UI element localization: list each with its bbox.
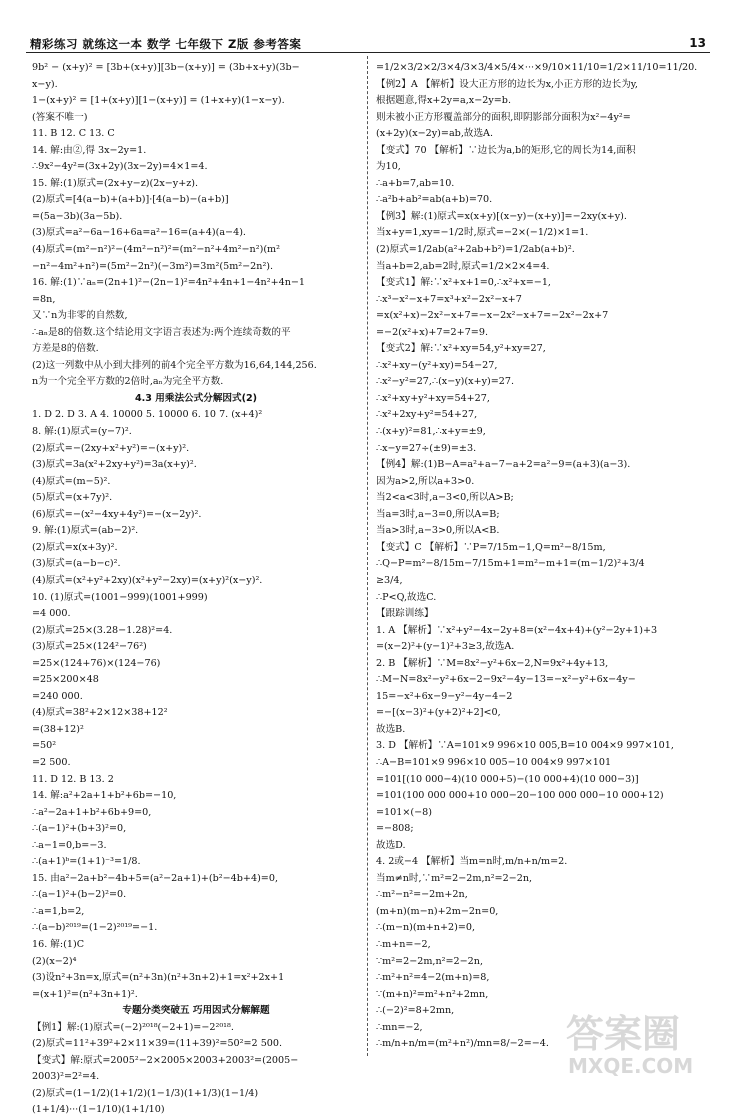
left-text-line: 又∵n为非零的自然数, xyxy=(32,310,128,322)
right-text-line: ∴(x+y)²=81,∴x+y=±9, xyxy=(376,426,486,438)
right-text-line: 当2<a<3时,a−3<0,所以A>B; xyxy=(376,492,514,504)
right-text-line: 则未被小正方形覆盖部分的面积,即阴影部分面积为x²−4y²= xyxy=(376,111,631,123)
left-column xyxy=(32,60,360,1119)
right-text-line: 【变式2】解:∵x²+xy=54,y²+xy=27, xyxy=(376,343,546,355)
right-text-line: 【例3】解:(1)原式=x(x+y)[(x−y)−(x+y)]=−2xy(x+y). xyxy=(376,210,627,222)
left-text-line: =(5a−3b)(3a−5b). xyxy=(32,210,123,222)
left-text-line: =8n, xyxy=(32,293,56,305)
left-text-line: 8. 解:(1)原式=(y−7)². xyxy=(32,426,132,438)
right-text-line: =101[(10 000−4)(10 000+5)−(10 000+4)(10 000−3)] xyxy=(376,773,639,785)
left-text-line: (3)设n²+3n=x,原式=(n²+3n)(n²+3n+2)+1=x²+2x+1 xyxy=(32,972,285,984)
left-text-line: n为一个完全平方数的2倍时,aₙ为完全平方数. xyxy=(32,376,224,388)
right-text-line: ∴x³−x²−x+7=x³+x²−2x²−x+7 xyxy=(376,293,522,305)
left-text-line: ∴aₙ是8的倍数.这个结论用文字语言表述为:两个连续奇数的平 xyxy=(32,326,291,338)
right-text-line: 当a>3时,a−3>0,所以A<B. xyxy=(376,525,500,537)
left-text-line: 11. D 12. B 13. 2 xyxy=(32,773,114,785)
right-text-line: =x(x²+x)−2x²−x+7=−x−2x²−x+7=−2x²−2x+7 xyxy=(376,310,609,322)
left-text-line: (2)原式=−(2xy+x²+y²)=−(x+y)². xyxy=(32,442,190,454)
page-header xyxy=(0,0,750,52)
left-text-line: (2)原式=(1−1/2)(1+1/2)(1−1/3)(1+1/3)(1−1/4) xyxy=(32,1087,259,1099)
right-text-line: ∴A−B=101×9 996×10 005−10 004×9 997×101 xyxy=(376,756,612,768)
left-text-line: 方差是8的倍数. xyxy=(32,343,99,355)
left-text-line: (2)(x−2)⁴ xyxy=(32,955,77,967)
left-text-line: ∴(a−b)²⁰¹⁹=(1−2)²⁰¹⁹=−1. xyxy=(32,922,158,934)
right-text-line: ∴M−N=8x²−y²+6x−2−9x²−4y−13=−x²−y²+6x−4y− xyxy=(376,674,636,686)
left-text-line: x−y). xyxy=(32,78,58,90)
right-text-line: 故选B. xyxy=(376,723,406,735)
left-text-line: (3)原式=3a(x²+2xy+y²)=3a(x+y)². xyxy=(32,459,197,471)
right-text-line: 3. D 【解析】∵A=101×9 996×10 005,B=10 004×9 997×101, xyxy=(376,740,674,752)
right-text-line: ∴m/n+n/m=(m²+n²)/mn=8/−2=−4. xyxy=(376,1038,549,1050)
right-text-line: ≥3/4, xyxy=(376,574,403,586)
left-text-line: (答案不唯一) xyxy=(32,111,88,123)
watermark-logo xyxy=(560,1005,730,1079)
right-text-line: =1/2×3/2×2/3×4/3×3/4×5/4×···×9/10×11/10=1/2×11/10=11/20. xyxy=(376,62,698,73)
left-text-line: 2003)²=2²=4. xyxy=(32,1071,100,1083)
left-text-line: 1. D 2. D 3. A 4. 10000 5. 10000 6. 10 7. (x+4)² xyxy=(32,409,263,421)
right-text-line: 【变式】70 【解析】∵边长为a,b的矩形,它的周长为14,面积 xyxy=(376,144,636,156)
right-text-line: ∴m²−n²=−2m+2n, xyxy=(376,889,468,901)
right-text-line: ∵m²=2−2m,n²=2−2n, xyxy=(376,955,484,967)
left-text-line: 9b² − (x+y)² = [3b+(x+y)][3b−(x+y)] = (3b+x+y)(3b− xyxy=(32,62,300,73)
right-text-line: (2)原式=1/2ab(a²+2ab+b²)=1/2ab(a+b)². xyxy=(376,244,575,256)
left-text-line: =50² xyxy=(32,740,57,752)
left-text-line: =2 500. xyxy=(32,756,71,768)
right-text-line: 【跟踪训练】 xyxy=(376,608,434,620)
header-title: 精彩练习 就练这一本 数学 七年级下 Z版 参考答案 xyxy=(30,37,302,51)
left-text-line: (4)原式=38²+2×12×38+12² xyxy=(32,707,168,719)
left-text-line: =(38+12)² xyxy=(32,723,84,735)
right-text-line: ∴x−y=27÷(±9)=±3. xyxy=(376,442,477,454)
right-text-line: 2. B 【解析】∵M=8x²−y²+6x−2,N=9x²+4y+13, xyxy=(376,657,609,669)
left-text-line: −n²−4m²+n²)=(5m²−2n²)(−3m²)=3m²(5m²−2n²). xyxy=(32,260,274,272)
left-text-line: (2)原式=[4(a−b)+(a+b)]·[4(a−b)−(a+b)] xyxy=(32,194,229,206)
right-text-line: 1. A 【解析】∵x²+y²−4x−2y+8=(x²−4x+4)+(y²−2y+1)+3 xyxy=(376,624,658,636)
left-text-line: ∴a−1=0,b=−3. xyxy=(32,839,107,851)
right-text-line: ∴(−2)²=8+2mn, xyxy=(376,1005,455,1017)
left-text-line: (3)原式=(a−b−c)². xyxy=(32,558,121,570)
column-divider xyxy=(367,56,368,1056)
left-text-line: (6)原式=−(x²−4xy+4y²)=−(x−2y)². xyxy=(32,508,202,520)
left-text-line: 15. 由a²−2a+b²−4b+5=(a²−2a+1)+(b²−4b+4)=0, xyxy=(32,872,279,884)
left-text-line: (3)原式=25×(124²−76²) xyxy=(32,641,147,653)
page-number: 13 xyxy=(689,36,706,50)
right-text-line: ∴m+n=−2, xyxy=(376,938,431,950)
right-text-line: =−808; xyxy=(376,823,414,835)
right-text-line: ∴mn=−2, xyxy=(376,1021,423,1033)
right-text-line: (x+2y)(x−2y)=ab,故选A. xyxy=(376,128,494,140)
right-text-line: 当a=3时,a−3=0,所以A=B; xyxy=(376,508,500,520)
left-text-line: 1−(x+y)² = [1+(x+y)][1−(x+y)] = (1+x+y)(1−x−y). xyxy=(32,95,285,107)
right-text-line: ∴x²+2xy+y²=54+27, xyxy=(376,409,478,421)
left-text-line: ∴a=1,b=2, xyxy=(32,905,85,917)
left-text-line: (2)原式=x(x+3y)². xyxy=(32,541,118,553)
right-text-line: ∴x²+xy−(y²+xy)=54−27, xyxy=(376,359,498,371)
watermark-text: 答案圈 xyxy=(566,1012,681,1056)
right-text-line: 当x+y=1,xy=−1/2时,原式=−2×(−1/2)×1=1. xyxy=(376,227,589,239)
left-text-line: 16. 解:(1)C xyxy=(32,938,85,950)
left-text-line: =(x+1)²=(n²+3n+1)². xyxy=(32,988,138,1000)
right-text-line: ∴P<Q,故选C. xyxy=(376,591,437,603)
left-text-line: 【变式】解:原式=2005²−2×2005×2003+2003²=(2005− xyxy=(32,1054,299,1066)
left-text-line: (2)原式=25×(3.28−1.28)²=4. xyxy=(32,624,173,636)
left-text-line: ∴(a−1)²+(b+3)²=0, xyxy=(32,823,127,835)
left-text-line: =25×(124+76)×(124−76) xyxy=(32,657,161,669)
left-text-line: ∴(a+1)ᵇ=(1+1)⁻³=1/8. xyxy=(32,856,141,868)
left-text-line: (4)原式=(m−5)². xyxy=(32,475,111,487)
right-text-line: 当m≠n时,∵m²=2−2m,n²=2−2n, xyxy=(376,872,533,884)
header-rule xyxy=(26,52,710,53)
left-text-line: (3)原式=a²−6a−16+6a=a²−16=(a+4)(a−4). xyxy=(32,227,246,239)
right-text-line: 4. 2或−4 【解析】当m=n时,m/n+n/m=2. xyxy=(376,856,568,868)
left-text-line: (4)原式=(m²−n²)²−(4m²−n²)²=(m²−n²+4m²−n²)(m² xyxy=(32,244,280,256)
left-text-line: 10. (1)原式=(1001−999)(1001+999) xyxy=(32,591,208,603)
left-text-line: ∴9x²−4y²=(3x+2y)(3x−2y)=4×1=4. xyxy=(32,161,208,173)
left-text-line: =240 000. xyxy=(32,690,83,702)
right-text-line: =−[(x−3)²+(y+2)²+2]<0, xyxy=(376,707,501,719)
left-text-line: (4)原式=(x²+y²+2xy)(x²+y²−2xy)=(x+y)²(x−y)². xyxy=(32,574,263,586)
left-text-line: (5)原式=(x+7y)². xyxy=(32,492,113,504)
right-text-line: ∴(m−n)(m+n+2)=0, xyxy=(376,922,476,934)
right-text-line: 为10, xyxy=(376,161,401,173)
left-text-line: 9. 解:(1)原式=(ab−2)². xyxy=(32,525,139,537)
right-text-line: =−2(x²+x)+7=2+7=9. xyxy=(376,326,488,338)
right-text-line: 【例2】A 【解析】设大正方形的边长为x,小正方形的边长为y, xyxy=(376,78,638,90)
right-text-line: ∴x²−y²=27,∴(x−y)(x+y)=27. xyxy=(376,376,515,388)
left-text-line: (2)原式=11²+39²+2×11×39=(11+39)²=50²=2 500. xyxy=(32,1038,283,1050)
left-text-line: 14. 解:a²+2a+1+b²+6b=−10, xyxy=(32,790,177,802)
left-text-line: ∴a²−2a+1+b²+6b+9=0, xyxy=(32,806,152,818)
right-text-line: ∴a+b=7,ab=10. xyxy=(376,177,455,189)
left-text-line: (2)这一列数中从小到大排列的前4个完全平方数为16,64,144,256. xyxy=(32,359,317,371)
right-text-line: 15=−x²+6x−9−y²−4y−4−2 xyxy=(376,690,513,702)
left-text-line: 15. 解:(1)原式=(2x+y−z)(2x−y+z). xyxy=(32,177,199,189)
right-text-line: =(x−2)²+(y−1)²+3≥3,故选A. xyxy=(376,641,515,653)
left-text-line: 14. 解:由②,得 3x−2y=1. xyxy=(32,144,147,156)
right-column xyxy=(376,60,710,1053)
right-text-line: 【变式1】解:∵x²+x+1=0,∴x²+x=−1, xyxy=(376,277,551,289)
right-text-line: ∵(m+n)²=m²+n²+2mn, xyxy=(376,988,489,1000)
right-text-line: ∴a²b+ab²=ab(a+b)=70. xyxy=(376,194,493,206)
section-title: 专题分类突破五 巧用因式分解解题 xyxy=(122,1005,270,1017)
right-text-line: 故选D. xyxy=(376,839,406,851)
left-text-line: 16. 解:(1)∵aₙ=(2n+1)²−(2n−1)²=4n²+4n+1−4n²+4n−1 xyxy=(32,277,306,289)
right-text-line: =101×(−8) xyxy=(376,806,433,818)
left-text-line: =25×200×48 xyxy=(32,674,99,686)
right-text-line: ∴m²+n²=4−2(m+n)=8, xyxy=(376,972,490,984)
right-text-line: 根据题意,得x+2y=a,x−2y=b. xyxy=(376,95,512,107)
left-text-line: 11. B 12. C 13. C xyxy=(32,128,115,140)
right-text-line: ∴Q−P=m²−8/15m−7/15m+1=m²−m+1=(m−1/2)²+3/4 xyxy=(376,558,645,570)
right-text-line: =101(100 000 000+10 000−20−100 000 000−10 000+12) xyxy=(376,790,664,802)
right-text-line: 【变式】C 【解析】∵P=7/15m−1,Q=m²−8/15m, xyxy=(376,541,606,553)
left-text-line: ∴(a−1)²+(b−2)²=0. xyxy=(32,889,127,901)
right-text-line: 因为a>2,所以a+3>0. xyxy=(376,475,475,487)
right-text-line: (m+n)(m−n)+2m−2n=0, xyxy=(376,905,499,917)
left-text-line: =4 000. xyxy=(32,608,71,620)
watermark-url: MXQE.COM xyxy=(568,1054,694,1078)
left-text-line: 【例1】解:(1)原式=(−2)²⁰¹⁸(−2+1)=−2²⁰¹⁸. xyxy=(32,1021,234,1033)
right-text-line: ∴x²+xy+y²+xy=54+27, xyxy=(376,392,490,404)
right-text-line: 当a+b=2,ab=2时,原式=1/2×2×4=4. xyxy=(376,260,550,272)
right-text-line: 【例4】解:(1)B−A=a²+a−7−a+2=a²−9=(a+3)(a−3). xyxy=(376,459,631,471)
left-text-line: (1+1/4)···(1−1/10)(1+1/10) xyxy=(32,1104,165,1116)
section-title: 4.3 用乘法公式分解因式(2) xyxy=(134,392,258,404)
